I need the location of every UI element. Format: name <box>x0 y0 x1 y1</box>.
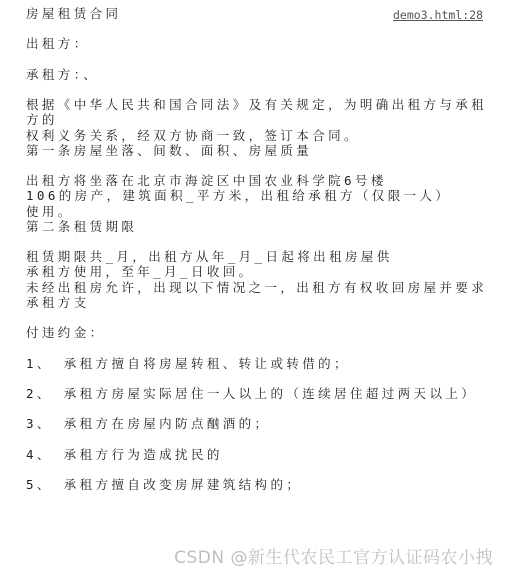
log-line: 出租方： <box>26 36 90 52</box>
log-line: 承租方：、 <box>26 66 100 82</box>
log-line: 106的房产，建筑面积_平方米，出租给承租方（仅限一人） <box>26 188 452 204</box>
log-line: 第二条租赁期限 <box>26 218 138 234</box>
log-line: 未经出租房允许，出现以下情况之一，出租方有权收回房屋并要求承租方支 <box>26 279 488 310</box>
log-line: 2、 承租方房屋实际居住一人以上的（连续居住超过两天以上） <box>26 386 478 402</box>
log-line: 3、 承租方在房屋内防点酗酒的； <box>26 416 271 432</box>
log-line: 4、 承租方行为造成扰民的 <box>26 446 223 462</box>
csdn-watermark: CSDN @新生代农民工官方认证码农小拽 <box>174 548 493 568</box>
log-line: 权利义务关系，经双方协商一致，签订本合同。 <box>26 127 360 143</box>
log-line: 承租方使用，至年_月_日收回。 <box>26 264 255 280</box>
log-line: 5、 承租方擅自改变房屏建筑结构的； <box>26 477 303 493</box>
log-line: 付违约金： <box>26 325 106 341</box>
log-line: 房屋租赁合同 <box>26 6 122 21</box>
log-line: 使用。 <box>26 203 74 219</box>
log-line: 第一条房屋坐落、间数、面积、房屋质量 <box>26 142 313 158</box>
log-line: 1、 承租方擅自将房屋转租、转让或转借的； <box>26 355 350 371</box>
console-log-output <box>26 6 489 493</box>
log-line: 根据《中华人民共和国合同法》及有关规定，为明确出租方与承租方的 <box>26 97 488 128</box>
log-line: 租赁期限共_月，出租方从年_月_日起将出租房屋供 <box>26 249 393 265</box>
source-file-link[interactable]: demo3.html:28 <box>392 8 483 22</box>
log-line: 出租方将坐落在北京市海淀区中国农业科学院6号楼 <box>26 173 387 189</box>
